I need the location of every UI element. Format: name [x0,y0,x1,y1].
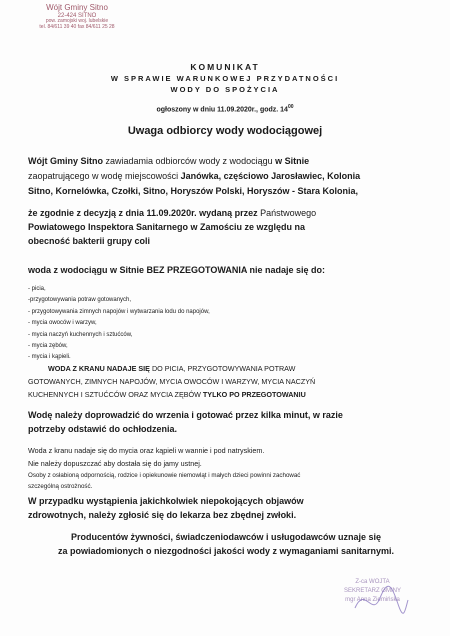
office-stamp [12,4,142,30]
page-title: Uwaga odbiorcy wody wodociągowej [127,125,323,137]
paragraph-symptoms [28,494,424,522]
allowed-line-1 [28,362,424,375]
decision-text-2: ze względu na [242,222,306,232]
list-item: - picia, [28,286,46,292]
stamp-line-1: Wójt Gminy Sitno [46,3,108,12]
intro-line-1 [28,154,424,169]
sign-stamp-line-1: Z-ca WÓJTA [355,579,390,585]
boiling-line-2: potrzeby odstawić do ochłodzenia. [28,424,178,434]
sign-stamp-line-3: mgr Anna Ziemińska [345,597,400,603]
bathing-line-2: Nie należy dopuszczać aby dostała się do jamy ustnej. [28,459,202,468]
intro-places-1: Janówka, częściowo Jarosławiec, Kolonia [180,171,361,181]
stamp-line-2: 22-424 SITNO [57,12,97,19]
intro-text-1: zawiadamia odbiorców wody z wodociągu [103,156,276,166]
stamp-line-3: pow. zamojski woj. lubelskie [45,18,109,25]
decision-authority-2: Powiatowego Inspektora Sanitarnego w Zamościu [28,222,243,232]
symptoms-line-2: zdrowotnych, należy zgłosić się do lekarza bez zbędnej zwłoki. [28,510,297,520]
list-item: - przygotowywania zimnych napojów i wytwarzania lodu do napojów, [28,308,210,315]
paragraph-producers [28,530,424,558]
paragraph-decision [28,206,424,248]
intro-places-2: Sitno, Kornelówka, Czołki, Sitno, Horyszów Polski, Horyszów - Stara Kolonia, [28,186,359,196]
list-item: - mycia zębów, [28,343,68,350]
date-minutes: 00 [287,104,294,110]
stamp-line-4: tel. 84/611 39 40 fax 84/611 25 28 [39,23,115,30]
allowed-line-2: GOTOWANYCH, ZIMNYCH NAPOJÓW, MYCIA OWOCÓW I WARZYW, MYCIA NACZYŃ [28,377,316,386]
allowed-text-3: KUCHENNYCH I SZTUĆCÓW ORAZ MYCIA ZĘBÓW [28,390,203,399]
producers-line-2: za powiadomionych o niezgodności jakości wody z wymaganiami sanitarnymi. [57,546,395,556]
paragraph-allowed-use [28,362,424,401]
decision-line-2 [28,220,424,234]
allowed-text-1: WODA Z KRANU NADAJE SIĘ [48,364,150,373]
list-item: -przygotowywania potraw gotowanych, [28,297,132,304]
boiling-line-1: Wodę należy doprowadzić do wrzenia i gotować przez kilka minut, w razie [28,410,343,420]
list-item: - mycia owoców i warzyw, [28,320,97,327]
symptoms-line-1: W przypadku wystąpienia jakichkolwiek niepokojących objawów [28,496,304,506]
sign-stamp-line-2: SEKRETARZ GMINY [344,588,401,594]
list-item: - mycia i kąpieli. [28,354,71,361]
decision-line-3: obecność bakterii grupy coli [28,236,151,246]
allowed-text-2: DO PICIA, PRZYGOTOWYWANIA POTRAW [149,364,296,373]
decision-text-1: że zgodnie z decyzją z dnia 11.09.2020r. wydaną przez [28,208,261,218]
subject-line-2: WODY DO SPOŻYCIA [170,85,280,94]
intro-sitnie: w Sitnie [275,156,310,166]
komunikat-heading: KOMUNIKAT [190,62,260,72]
producers-line-1: Producentów żywności, świadczeniodawców i usługodawców uznaje się [70,532,382,542]
restriction-heading: woda z wodociągu w Sitnie BEZ PRZEGOTOWANIA nie nadaje się do: [28,265,326,275]
paragraph-bathing [28,444,424,492]
paragraph-boiling [28,408,424,436]
allowed-line-3 [28,388,424,401]
intro-line-2 [28,169,424,184]
bathing-line-4: szczególną ostrożność. [28,483,93,490]
decision-authority-1: Państwowego [260,208,317,218]
announcement-date [0,104,450,113]
decision-line-1 [28,206,424,220]
paragraph-intro [28,154,424,198]
date-text: ogłoszony w dniu 11.09.2020r., godz. 14 [156,106,288,114]
subject-line-1: W SPRAWIE WARUNKOWEJ PRZYDATNOŚCI [110,74,340,83]
intro-text-2: zaopatrującego w wodę miejscowości [28,171,181,181]
restriction-list [28,284,328,364]
signature-scribble [350,580,410,620]
bathing-line-1: Woda z kranu nadaje się do mycia oraz kąpieli w wannie i pod natryskiem. [28,446,265,455]
list-item: - mycia naczyń kuchennych i sztućców, [28,331,133,338]
wojt-name: Wójt Gminy Sitno [28,156,103,166]
allowed-text-4: TYLKO PO PRZEGOTOWANIU [202,390,306,399]
bathing-line-3: Osoby z osłabioną odpornością, rodzice i opiekunowie niemowląt i małych dzieci powinni zachować [28,472,301,479]
